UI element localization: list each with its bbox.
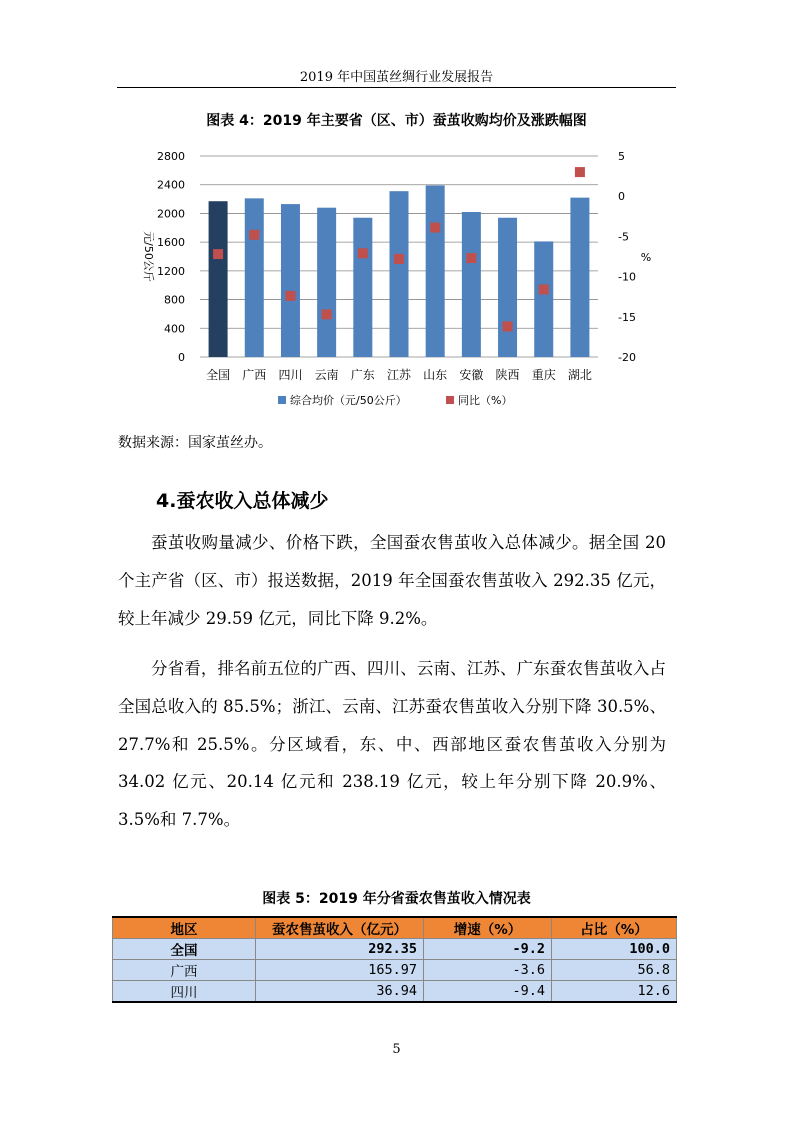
- col-header-share: 占比（%）: [552, 917, 677, 939]
- table-row: [113, 960, 677, 981]
- right-tick-label: -10: [618, 270, 636, 284]
- col-header-income: 蚕农售茧收入（亿元）: [256, 917, 424, 939]
- growth-marker: [394, 254, 404, 264]
- bar: [534, 241, 553, 357]
- cell-share: 56.8: [552, 960, 677, 981]
- right-tick-label: -20: [618, 351, 636, 364]
- category-label: 云南: [314, 368, 339, 382]
- page-number: 5: [392, 1042, 401, 1057]
- left-tick-label: 800: [164, 293, 185, 307]
- price-chart: [135, 140, 655, 425]
- category-label: 江苏: [386, 368, 412, 382]
- cell-region: 广西: [113, 960, 256, 981]
- left-tick-label: 0: [178, 351, 185, 364]
- cell-income: 292.35: [256, 939, 424, 960]
- bar: [353, 218, 372, 357]
- growth-marker: [322, 309, 332, 319]
- bar: [426, 185, 445, 357]
- table-5-caption: 图表 5：2019 年分省蚕农售茧收入情况表: [262, 891, 531, 907]
- growth-marker: [503, 321, 513, 331]
- cell-income: 165.97: [256, 960, 424, 981]
- bar: [498, 218, 517, 357]
- bar: [245, 198, 264, 357]
- growth-marker: [430, 223, 440, 233]
- table-row: [113, 939, 677, 960]
- bar: [570, 198, 589, 357]
- growth-marker: [358, 248, 368, 258]
- category-label: 四川: [278, 368, 303, 382]
- category-label: 安徽: [459, 368, 484, 382]
- bar: [462, 212, 481, 357]
- growth-marker: [285, 291, 295, 301]
- growth-marker: [539, 284, 549, 294]
- right-tick-label: 5: [618, 150, 625, 163]
- category-label: 陕西: [495, 368, 520, 382]
- left-tick-label: 400: [164, 322, 185, 336]
- section-heading: 4.蚕农收入总体减少: [156, 490, 329, 512]
- left-tick-label: 2800: [157, 150, 185, 163]
- category-label: 广东: [350, 368, 375, 382]
- growth-marker: [466, 253, 476, 263]
- data-source-note: 数据来源：国家茧丝办。: [118, 435, 272, 451]
- right-tick-label: -15: [618, 310, 636, 324]
- growth-marker: [213, 249, 223, 259]
- bar: [317, 208, 336, 357]
- right-axis-label: %: [640, 251, 652, 264]
- left-tick-label: 2000: [157, 207, 185, 221]
- cell-region: 全国: [113, 939, 256, 960]
- legend-swatch: [446, 396, 454, 404]
- income-table: [112, 916, 677, 1003]
- growth-marker: [575, 167, 585, 177]
- bar: [281, 204, 300, 357]
- category-label: 广西: [242, 368, 267, 382]
- cell-share: 100.0: [552, 939, 677, 960]
- legend-label: 综合均价（元/50公斤）: [290, 394, 407, 407]
- paragraph-1: 蚕茧收购量减少、价格下跌，全国蚕农售茧收入总体减少。据全国 20 个主产省（区、市）报送数据，2019 年全国蚕农售茧收入 292.35 亿元，较上年减少 29.59 亿元，同比下降 9.2%。: [118, 533, 666, 628]
- cell-growth: -9.4: [424, 981, 552, 1003]
- table-row: [113, 981, 677, 1003]
- left-tick-label: 1200: [157, 264, 185, 278]
- cell-share: 12.6: [552, 981, 677, 1003]
- left-tick-label: 2400: [157, 178, 185, 192]
- category-label: 重庆: [531, 368, 556, 382]
- bar: [209, 201, 228, 357]
- right-tick-label: 0: [618, 190, 625, 204]
- left-axis-label: 元/50公斤: [142, 231, 155, 282]
- legend-label: 同比（%）: [458, 394, 513, 407]
- left-tick-label: 1600: [157, 236, 185, 250]
- bar: [390, 191, 409, 357]
- cell-region: 四川: [113, 981, 256, 1003]
- category-label: 全国: [206, 368, 231, 382]
- cell-growth: -9.2: [424, 939, 552, 960]
- legend-swatch: [278, 396, 286, 404]
- table-header-row: [113, 917, 677, 939]
- growth-marker: [249, 230, 259, 240]
- category-label: 湖北: [567, 368, 592, 382]
- col-header-growth: 增速（%）: [424, 917, 552, 939]
- paragraph-2: 分省看，排名前五位的广西、四川、云南、江苏、广东蚕农售茧收入占全国总收入的 85.5%；浙江、云南、江苏蚕农售茧收入分别下降 30.5%、27.7%和 25.5%。分区域看，东、中、西部地区蚕农售茧收入分别为 34.02 亿元、20.14 亿元和 238.19 亿元，较上年分别下降 20.9%、3.5%和 7.7%。: [118, 659, 666, 830]
- cell-growth: -3.6: [424, 960, 552, 981]
- running-header: 2019 年中国茧丝绸行业发展报告: [299, 70, 494, 85]
- cell-income: 36.94: [256, 981, 424, 1003]
- figure-4-caption: 图表 4：2019 年主要省（区、市）蚕茧收购均价及涨跌幅图: [206, 113, 587, 129]
- col-header-region: 地区: [113, 917, 256, 939]
- category-label: 山东: [423, 368, 448, 382]
- header-rule: [117, 87, 676, 88]
- right-tick-label: -5: [618, 230, 629, 244]
